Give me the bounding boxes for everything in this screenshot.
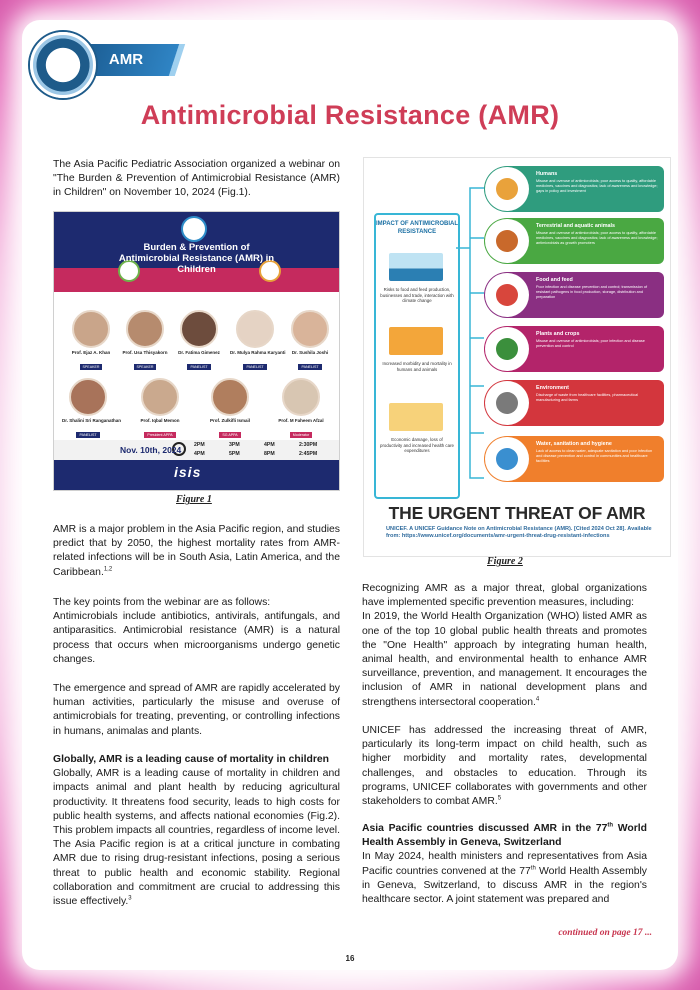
impact-panel: IMPACT OF ANTIMICROBIAL RESISTANCE Risks to food and feed production, businesses and trade, interaction with climate change Increased morbidity and mortality in humans and animals Economic damage, loss of productivity and increased health care expenditures <box>374 213 460 499</box>
global-section: Globally, AMR is a leading cause of mortality in children Globally, AMR is a leading cause of mortality in children and impacts animal and plant health by reducing agricultural productivity. It threatens food security, leads to high costs for public health systems, and affects national economies (Fig.2). This problem impacts all countries, regardless of income level. The Asia Pacific region is at a critical juncture in combating AMR due to rising drug-resistant infections, posing a serious threat to public health and economic stability. Regional collaboration and commitment are crucial to addressing this issue effectively.$^3$ <box>53 754 340 908</box>
page-title: Antimicrobial Resistance (AMR) <box>140 100 560 130</box>
sector-humans: Humans Misuse and overuse of antimicrobials; poor access to quality, affordable medicines, vaccines and diagnostics; lack of awareness and knowledge; gaps in policy and investment <box>484 166 664 212</box>
section-tag-label: AMR <box>108 51 144 68</box>
continued-link[interactable]: continued on page 17 ... <box>558 928 652 938</box>
impact-title: IMPACT OF ANTIMICROBIAL RESISTANCE <box>376 221 458 235</box>
asia-pacific-heading: Asia Pacific countries discussed AMR in the 77th World Health Assembly in Geneva, Switzerland <box>362 822 647 849</box>
water-icon-fill <box>496 448 518 470</box>
isis-logo: isis <box>174 464 202 480</box>
speaker-photo <box>141 378 179 416</box>
speaker-card: Prof. Usa Thisyakorn SPEAKER <box>120 310 170 373</box>
speaker-card: Dr. Fatima Gimenez PANELIST <box>174 310 224 373</box>
emergence-paragraph: The emergence and spread of AMR are rapidly accelerated by human activities, particularly the misuse and overuse of antimicrobials for treating, preventing, or controlling infections in humans, animalas and plants. <box>53 683 340 737</box>
speaker-photo <box>69 378 107 416</box>
recognizing-paragraph: Recognizing AMR as a major threat, global organizations have implemented specific prevention measures, including: In 2019, the World Health Organization (WHO) listed AMR as one of the top 10 global public health threats and promotes the "One Health" approach by integrating human health, animal health, and environmental health to enhance AMR surveillance, prevention, and management. It encourages the inclusion of AMR in national development plans and strengthens intersectoral cooperation.$^4$ <box>362 583 647 708</box>
speaker-card: Prof. Zulkifli Ismail SG APPA <box>204 378 256 441</box>
sector-plants: Plants and crops Misuse and overuse of antimicrobials; poor infection and disease prevention and control <box>484 326 664 372</box>
plants-icon <box>485 327 529 371</box>
intro-paragraph: The Asia Pacific Pediatric Association organized a webinar on "The Burden & Prevention of Antimicrobial Resistance (AMR) in Children" on November 10, 2024 (Fig.1). <box>53 159 340 199</box>
sector-food: Food and feed Poor infection and disease prevention and control; transmission of resistant pathogens in food production, storage, distribution and preparation <box>484 272 664 318</box>
key-points-paragraph: The key points from the webinar are as follows: Antimicrobials include antibiotics, antivirals, antifungals, and antiparasitics. Antimicrobial resistance (AMR) is a natural process that occurs when microorganisms undergo genetic changes. <box>53 597 340 665</box>
figure-2-infographic <box>363 157 671 557</box>
speaker-photo <box>72 310 110 348</box>
speaker-card: Dr. Mulya Rahma Karyanti PANELIST <box>230 310 280 373</box>
animals-icon-fill <box>496 230 518 252</box>
appa-logo <box>30 32 96 98</box>
sector-environment: Environment Discharge of waste from healthcare facilities, pharmaceutical manufacturing and farms <box>484 380 664 426</box>
time-table: 2PM 3PM 4PM 2:30PM 4PM 5PM 8PM 2:45PM <box>194 442 318 457</box>
speaker-card: Dr. Sushila Joshi PANELIST <box>285 310 335 373</box>
food-icon <box>485 273 529 317</box>
speaker-card: Prof. Ejaz A. Khan SPEAKER <box>66 310 116 373</box>
water-icon <box>485 437 529 481</box>
page-number: 16 <box>345 954 355 963</box>
animals-icon <box>485 219 529 263</box>
speaker-card: Prof. M Faheem Afzal Moderator <box>274 378 328 441</box>
speaker-card: Prof. Iqbal Memon President APPA <box>134 378 186 441</box>
factory-icon <box>485 381 529 425</box>
asia-pacific-section: Asia Pacific countries discussed AMR in the 77th World Health Assembly in Geneva, Switzerland In May 2024, health ministers and representatives from Asia Pacific countries convened at the 77th World Health Assembly in Geneva, Switzerland, to discuss AMR in the region's healthcare sector. A joint statement was prepared and <box>362 822 648 906</box>
speaker-photo <box>180 310 218 348</box>
infographic-headline: THE URGENT THREAT OF AMR <box>388 503 646 523</box>
plants-icon-fill <box>496 338 518 360</box>
poster-title: Burden & Prevention of Antimicrobial Resistance (AMR) in Children <box>118 242 275 275</box>
food-icon-fill <box>496 284 518 306</box>
speaker-photo <box>126 310 164 348</box>
factory-icon-fill <box>496 392 518 414</box>
humans-icon <box>485 167 529 211</box>
webinar-date: Nov. 10th, 2024 <box>120 445 182 455</box>
speaker-photo <box>282 378 320 416</box>
humans-icon-fill <box>496 178 518 200</box>
global-heading: Globally, AMR is a leading cause of mortality in children <box>53 754 329 765</box>
figure-1-webinar-poster <box>53 211 340 491</box>
infographic-source: UNICEF. A UNICEF Guidance Note on Antimicrobial Resistance (AMR). [Cited 2024 Oct 28]. Available from: https://www.unicef.org/documents/amr-urgent-threat-drug-resistant-infections <box>386 526 652 539</box>
speaker-photo <box>291 310 329 348</box>
sector-animals: Terrestrial and aquatic animals Misuse and overuse of antimicrobials; poor access to quality, affordable medicines, vaccines and diagnostics; lack of awareness and knowledge; antimicrobials as growth promoters <box>484 218 664 264</box>
figure-2-caption: Figure 2 <box>487 556 523 567</box>
unicef-paragraph: UNICEF has addressed the increasing threat of AMR, particularly its long-term impact on child health, such as higher morbidity and mortality rates, developmental challenges, and obstacles to education. Through its programs, UNICEF collaborates with governments and other stakeholders to combat AMR.$^5$ <box>362 725 647 808</box>
mortality-paragraph: AMR is a major problem in the Asia Pacific region, and studies predict that by 2050, the highest mortality rates from AMR-related infections will be in South Asia, Latin America, and the Caribbean.$^{1,2}$ <box>53 524 340 578</box>
sector-water: Water, sanitation and hygiene Lack of access to clean water, adequate sanitation and poor infection and disease prevention and control in communities and healthcare facilities <box>484 436 664 482</box>
figure-1-caption: Figure 1 <box>176 494 212 505</box>
speaker-photo <box>236 310 274 348</box>
speaker-card: Dr. Shalini Sri Ranganathan PANELIST <box>62 378 114 441</box>
appa-small-logo <box>181 216 207 242</box>
speaker-photo <box>211 378 249 416</box>
